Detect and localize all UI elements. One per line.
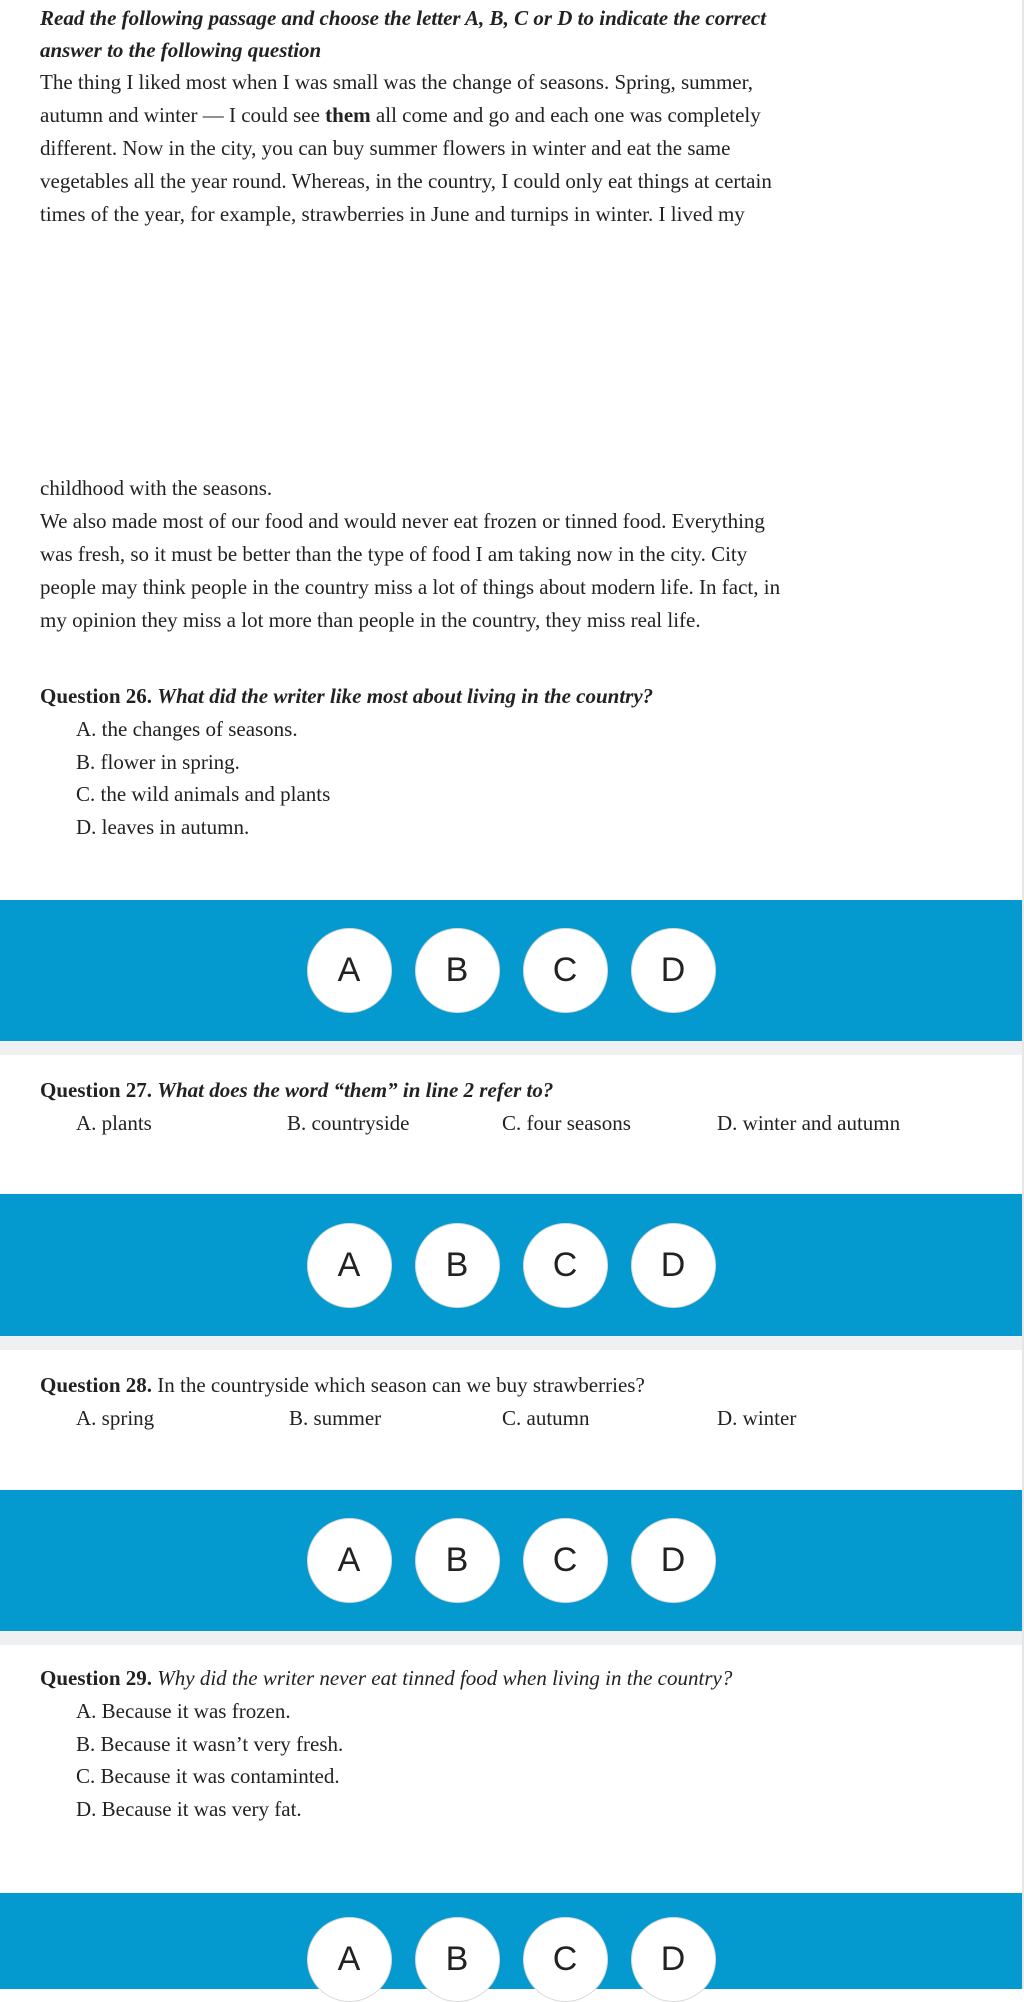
option-c: C. four seasons: [502, 1111, 631, 1135]
option-c: C. the wild animals and plants: [76, 782, 331, 806]
option-d: D. winter and autumn: [717, 1111, 901, 1135]
passage-line: childhood with the seasons.: [40, 476, 273, 500]
answer-a-button[interactable]: A: [307, 1223, 392, 1308]
answer-b-button[interactable]: B: [415, 928, 500, 1013]
question-title: [40, 1369, 1000, 1402]
passage-line: was fresh, so it must be better than the type of food I am taking now in the city. City: [40, 542, 748, 566]
passage-line-start: autumn and winter — I could see: [40, 103, 326, 127]
question-27: [40, 1074, 1000, 1139]
option-c: C. autumn: [502, 1406, 590, 1430]
answer-bar-26: [0, 900, 1022, 1041]
answer-bar-29: [0, 1893, 1022, 1989]
question-29: [40, 1662, 1000, 1825]
answer-d-button[interactable]: D: [631, 1518, 716, 1603]
instructions: [40, 2, 940, 66]
answer-bar-27: [0, 1194, 1022, 1336]
separator: [0, 1336, 1022, 1350]
question-title: [40, 1074, 1000, 1107]
answer-c-button[interactable]: C: [523, 1223, 608, 1308]
question-text: What did the writer like most about living in the country?: [157, 684, 654, 708]
question-26: [40, 680, 1000, 843]
answer-b-button[interactable]: B: [415, 1223, 500, 1308]
passage-line: times of the year, for example, strawberries in June and turnips in winter. I lived my: [40, 202, 745, 226]
question-text: In the countryside which season can we buy strawberries?: [157, 1373, 645, 1397]
options: [76, 713, 1000, 843]
question-number: Question 29.: [40, 1666, 153, 1690]
answer-c-button[interactable]: C: [523, 1518, 608, 1603]
question-number: Question 26.: [40, 684, 153, 708]
passage-paragraph-2: [40, 472, 940, 637]
question-number: Question 27.: [40, 1078, 153, 1102]
instructions-line: answer to the following question: [40, 38, 322, 62]
passage-line: different. Now in the city, you can buy summer flowers in winter and eat the same: [40, 136, 731, 160]
option-d: D. Because it was very fat.: [76, 1796, 302, 1821]
option-a: A. the changes of seasons.: [76, 717, 298, 741]
answer-c-button[interactable]: C: [523, 928, 608, 1013]
option-d: D. winter: [717, 1406, 797, 1430]
passage-bold-word: them: [325, 103, 371, 127]
option-b: B. Because it wasn’t very fresh.: [76, 1731, 344, 1756]
option-b: B. countryside: [287, 1111, 410, 1135]
answer-a-button[interactable]: A: [307, 1518, 392, 1603]
option-d: D. leaves in autumn.: [76, 814, 250, 839]
option-a: A. plants: [76, 1111, 152, 1135]
options: [40, 1402, 1000, 1434]
answer-a-button[interactable]: A: [307, 928, 392, 1013]
separator: [0, 1041, 1022, 1055]
question-number: Question 28.: [40, 1373, 153, 1397]
question-title: [40, 680, 1000, 713]
option-a: A. spring: [76, 1406, 155, 1430]
answer-b-button[interactable]: B: [415, 1917, 500, 2002]
option-b: B. flower in spring.: [76, 749, 240, 774]
options: [40, 1107, 1000, 1139]
question-text: Why did the writer never eat tinned food when living in the country?: [157, 1666, 733, 1690]
question-title: [40, 1662, 1000, 1695]
answer-d-button[interactable]: D: [631, 1917, 716, 2002]
passage-line: We also made most of our food and would never eat frozen or tinned food. Everything: [40, 509, 765, 533]
passage-paragraph-1: [40, 66, 940, 231]
passage-line: vegetables all the year round. Whereas, in the country, I could only eat things at certain: [40, 169, 772, 193]
instructions-line: Read the following passage and choose the letter A, B, C or D to indicate the correct: [40, 6, 767, 30]
answer-d-button[interactable]: D: [631, 1223, 716, 1308]
passage-line: my opinion they miss a lot more than people in the country, they miss real life.: [40, 608, 701, 632]
answer-b-button[interactable]: B: [415, 1518, 500, 1603]
answer-a-button[interactable]: A: [307, 1917, 392, 2002]
passage-line: The thing I liked most when I was small was the change of seasons. Spring, summer,: [40, 70, 754, 94]
option-b: B. summer: [289, 1406, 382, 1430]
passage-line: [40, 99, 940, 132]
passage-line-end: all come and go and each one was completely: [370, 103, 761, 127]
separator: [0, 1631, 1022, 1645]
answer-bar-28: [0, 1490, 1022, 1631]
question-28: [40, 1369, 1000, 1434]
option-a: A. Because it was frozen.: [76, 1699, 291, 1723]
options: [76, 1695, 1000, 1825]
passage-line: people may think people in the country miss a lot of things about modern life. In fact, in: [40, 575, 781, 599]
question-text: What does the word “them” in line 2 refer to?: [157, 1078, 554, 1102]
option-c: C. Because it was contaminted.: [76, 1764, 340, 1788]
answer-c-button[interactable]: C: [523, 1917, 608, 2002]
answer-d-button[interactable]: D: [631, 928, 716, 1013]
